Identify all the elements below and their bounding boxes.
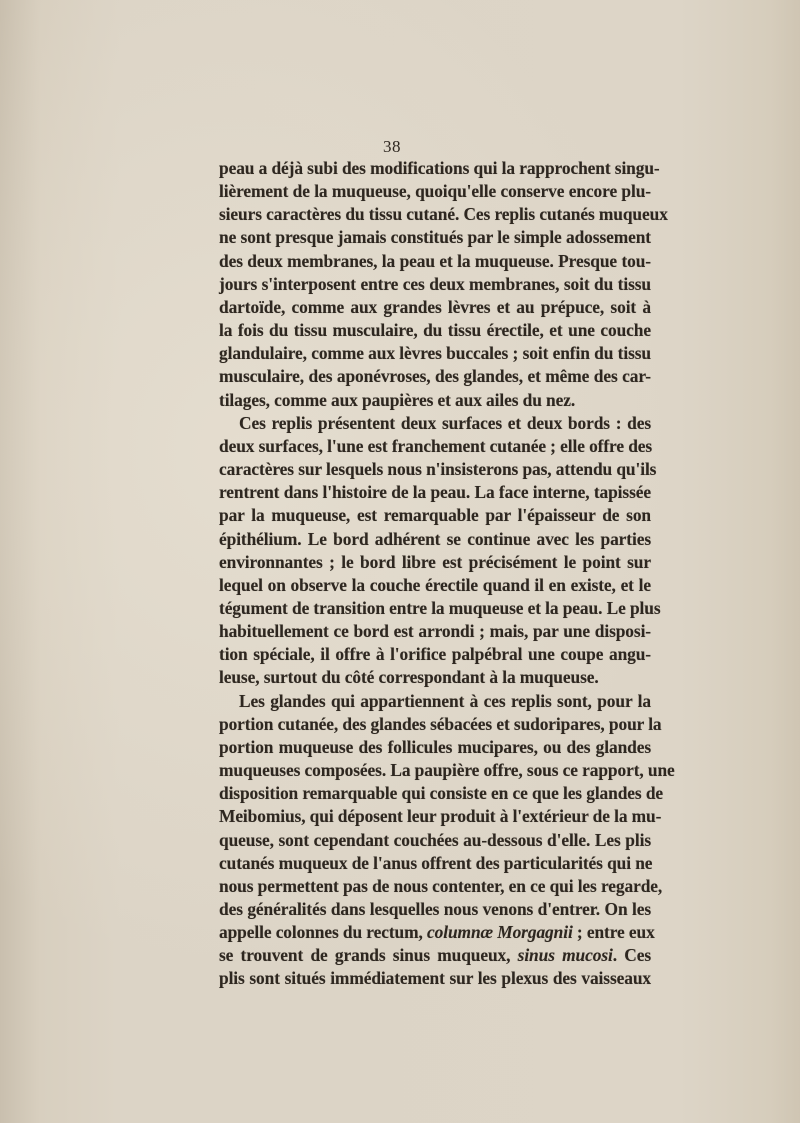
text-line: Les glandes qui appartiennent à ces replis sont, pour la	[239, 690, 651, 711]
text-line: par la muqueuse, est remarquable par l'épaisseur de son	[219, 505, 651, 526]
text-line: nous permettent pas de nous contenter, en ce qui les regarde,	[219, 875, 663, 896]
text-line: peau a déjà subi des modifications qui la rapprochent singu-	[219, 158, 660, 178]
text-line: musculaire, des aponévroses, des glandes, et même des car-	[219, 366, 651, 387]
text-line: tégument de transition entre la muqueuse et la peau. Le plus	[219, 597, 661, 618]
text-line: portion cutanée, des glandes sébacées et sudoripares, pour la	[219, 713, 662, 734]
text-line: des deux membranes, la peau et la muqueuse. Presque tou-	[219, 250, 651, 271]
text-line: glandulaire, comme aux lèvres buccales ; soit enfin du tissu	[219, 343, 651, 364]
text-line: environnantes ; le bord libre est précisément le point sur	[219, 551, 651, 572]
latin-term: columnæ Morgagnii	[427, 922, 573, 943]
text-line: habituellement ce bord est arrondi ; mais, par une disposi-	[219, 621, 651, 642]
text-line: la fois du tissu musculaire, du tissu érectile, et une couche	[219, 320, 651, 341]
text-line: dartoïde, comme aux grandes lèvres et au prépuce, soit à	[219, 296, 651, 317]
body-text	[219, 157, 675, 991]
text-line: portion muqueuse des follicules mucipares, ou des glandes	[219, 736, 651, 757]
page-number: 38	[383, 137, 401, 156]
text-line: cutanés muqueux de l'anus offrent des particularités qui ne	[219, 852, 653, 873]
text-line: queuse, sont cependant couchées au-dessous d'elle. Les plis	[219, 829, 651, 850]
text-line: se trouvent de grands sinus muqueux, sinus mucosi. Ces	[219, 945, 652, 966]
text-line: muqueuses composées. La paupière offre, sous ce rapport, une	[219, 760, 675, 781]
text-line: deux surfaces, l'une est franchement cutanée ; elle offre des	[219, 435, 653, 456]
text-line: tilages, comme aux paupières et aux ailes du nez.	[219, 389, 576, 410]
text-line: caractères sur lesquels nous n'insisterons pas, attendu qu'ils	[219, 459, 657, 480]
text-line: jours s'interposent entre ces deux membranes, soit du tissu	[219, 273, 651, 294]
paragraph-2	[219, 412, 661, 690]
text-line: ne sont presque jamais constitués par le simple adossement	[219, 227, 651, 248]
text-line: Ces replis présentent deux surfaces et deux bords : des	[239, 412, 651, 433]
paragraph-1	[219, 157, 668, 412]
text-line: appelle colonnes du rectum, columnæ Morgagnii ; entre eux	[219, 922, 655, 943]
text-line: lequel on observe la couche érectile quand il en existe, et le	[219, 574, 651, 595]
text-line: lièrement de la muqueuse, quoiqu'elle conserve encore plu-	[219, 181, 651, 202]
latin-term: sinus mucosi	[517, 945, 613, 966]
text-line: disposition remarquable qui consiste en ce que les glandes de	[219, 783, 664, 804]
paragraph-3	[219, 690, 675, 991]
text-line: Meibomius, qui déposent leur produit à l'extérieur de la mu-	[219, 806, 662, 827]
text-line: des généralités dans lesquelles nous venons d'entrer. On les	[219, 899, 651, 919]
text-line: plis sont situés immédiatement sur les plexus des vaisseaux	[219, 968, 651, 989]
text-line: sieurs caractères du tissu cutané. Ces replis cutanés muqueux	[219, 204, 668, 225]
text-line: rentrent dans l'histoire de la peau. La face interne, tapissée	[219, 482, 651, 503]
text-line: leuse, surtout du côté correspondant à la muqueuse.	[219, 667, 599, 688]
text-line: tion spéciale, il offre à l'orifice palpébral une coupe angu-	[219, 644, 651, 665]
text-line: épithélium. Le bord adhérent se continue avec les parties	[219, 528, 651, 549]
